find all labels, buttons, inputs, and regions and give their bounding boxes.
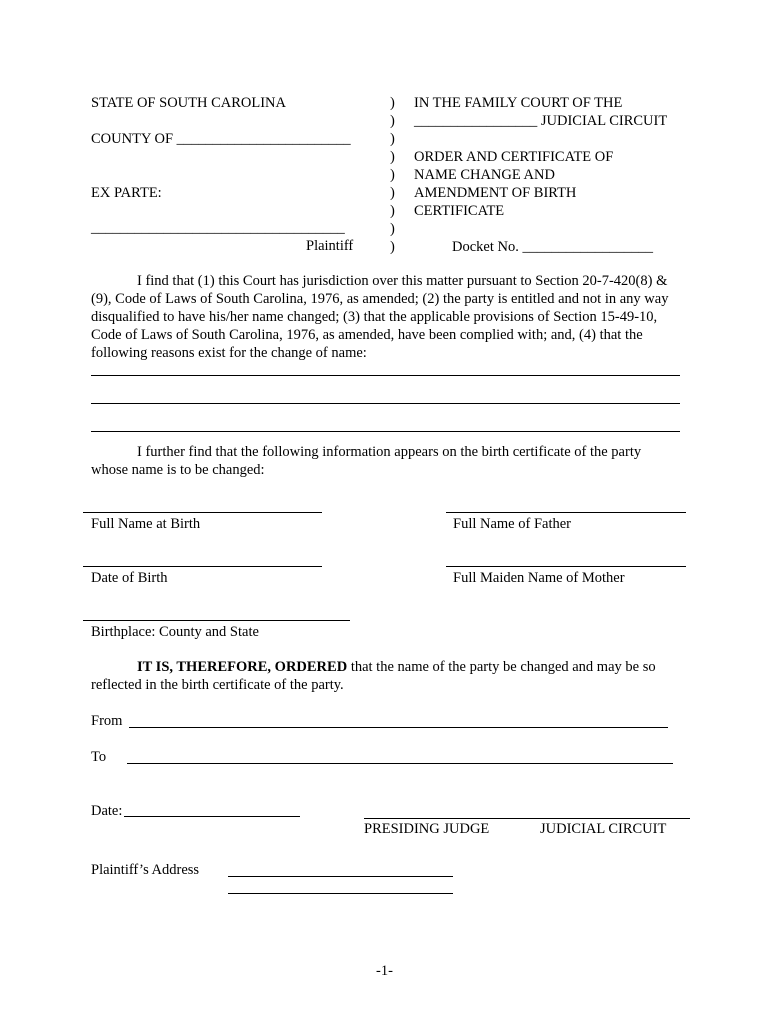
findings-paragraph: I find that (1) this Court has jurisdiction over this matter pursuant to Section 20-7-420(8) & (9), Code of Laws of South Carolina, 1976, as amended; (2) the party is entitled and not in any way disqualified to have his/her name changed; (3) that the applicable provisions of Section 15-49-10, Code of Laws of South Carolina, 1976, as amended, have been complied with; and, (4) that the following reasons exist for the change of name: — [91, 273, 669, 361]
order-title-line1: ORDER AND CERTIFICATE OF — [414, 149, 614, 165]
ordered-bold-text: IT IS, THEREFORE, ORDERED — [137, 659, 348, 675]
plaintiff-address-line1[interactable] — [228, 876, 453, 877]
county-blank[interactable]: ________________________ — [176, 131, 351, 147]
date-blank[interactable] — [124, 816, 300, 817]
plaintiff-name-blank[interactable]: ___________________________________ — [91, 220, 345, 236]
caption-paren: ) — [390, 149, 395, 165]
caption-paren: ) — [390, 203, 395, 219]
maiden-name-of-mother-blank[interactable] — [446, 566, 686, 567]
ordered-rest-text: that the name of the party be changed and may be so reflected in the birth certificate of the party. — [91, 659, 656, 693]
plaintiff-label: Plaintiff — [306, 238, 354, 254]
page-number: -1- — [376, 963, 393, 979]
birthplace-label: Birthplace: County and State — [91, 624, 259, 640]
date-of-birth-label: Date of Birth — [91, 570, 168, 586]
caption-paren: ) — [390, 221, 395, 237]
from-name-blank[interactable] — [129, 727, 668, 728]
judicial-circuit-line — [414, 112, 667, 130]
from-label: From — [91, 713, 123, 729]
circuit-label: JUDICIAL CIRCUIT — [540, 113, 668, 129]
county-label-text: COUNTY OF — [91, 131, 174, 147]
full-name-at-birth-label: Full Name at Birth — [91, 516, 201, 532]
caption-paren: ) — [390, 131, 395, 147]
state-heading: STATE OF SOUTH CAROLINA — [91, 95, 286, 111]
docket-blank[interactable]: __________________ — [522, 239, 653, 255]
to-label: To — [91, 749, 107, 765]
reason-blank-line[interactable] — [91, 403, 680, 404]
plaintiff-address-label: Plaintiff’s Address — [91, 862, 200, 878]
judge-signature-line[interactable] — [364, 818, 690, 819]
to-name-blank[interactable] — [127, 763, 673, 764]
caption-paren: ) — [390, 113, 395, 129]
birth-certificate-paragraph: I further find that the following information appears on the birth certificate of the party whose name is to be changed: — [91, 444, 642, 478]
maiden-name-of-mother-label: Full Maiden Name of Mother — [453, 570, 625, 586]
full-name-of-father-label: Full Name of Father — [453, 516, 571, 532]
caption-paren: ) — [390, 167, 395, 183]
circuit-blank[interactable]: _________________ — [414, 113, 538, 129]
docket-label: Docket No. — [452, 239, 519, 255]
reason-blank-line[interactable] — [91, 431, 680, 432]
caption-paren: ) — [390, 185, 395, 201]
reason-blank-line[interactable] — [91, 375, 680, 376]
order-title-line2: NAME CHANGE AND — [414, 167, 555, 183]
birthplace-blank[interactable] — [83, 620, 350, 621]
full-name-at-birth-blank[interactable] — [83, 512, 322, 513]
plaintiff-address-line2[interactable] — [228, 893, 453, 894]
full-name-of-father-blank[interactable] — [446, 512, 686, 513]
county-label — [91, 130, 351, 148]
order-title-line3: AMENDMENT OF BIRTH — [414, 185, 577, 201]
order-title-line4: CERTIFICATE — [414, 203, 505, 219]
judicial-circuit-label: JUDICIAL CIRCUIT — [540, 821, 667, 837]
caption-paren: ) — [390, 95, 395, 111]
caption-paren: ) — [390, 239, 395, 255]
date-label: Date: — [91, 803, 123, 819]
docket-line — [452, 238, 653, 256]
ex-parte-label: EX PARTE: — [91, 185, 162, 201]
court-heading: IN THE FAMILY COURT OF THE — [414, 95, 623, 111]
order-paragraph — [91, 658, 681, 694]
date-of-birth-blank[interactable] — [83, 566, 322, 567]
presiding-judge-label: PRESIDING JUDGE — [364, 821, 490, 837]
